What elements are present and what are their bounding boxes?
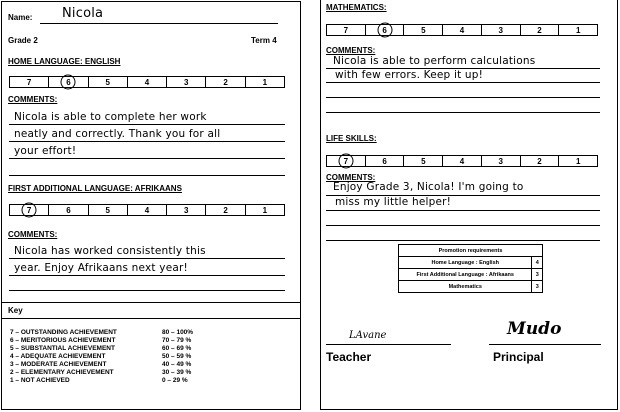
mathematics-heading: MATHEMATICS:	[326, 3, 387, 12]
teacher-signature: LAvane	[349, 330, 387, 341]
rating-cell: 5	[88, 205, 127, 215]
comment-rule	[326, 112, 600, 113]
rating-cell: 1	[558, 25, 597, 35]
comment-rule	[9, 258, 285, 259]
rating-cell: 1	[245, 77, 284, 87]
promotion-title: Promotion requirements	[399, 245, 543, 257]
promotion-subject: First Additional Language : Afrikaans	[399, 269, 532, 281]
mathematics-comment-line-1: Nicola is able to perform calculations	[333, 55, 536, 67]
rating-cell: 7	[343, 26, 349, 35]
rating-cell: 5	[403, 25, 442, 35]
comment-rule	[9, 124, 285, 125]
name-underline	[40, 23, 278, 24]
teacher-label: Teacher	[326, 350, 372, 364]
afrikaans-rating-scale	[9, 204, 285, 216]
comment-rule	[326, 240, 600, 241]
rating-cell: 4	[442, 25, 481, 35]
rating-cell: 4	[442, 156, 481, 166]
rating-cell: 5	[88, 77, 127, 87]
key-row: 4 – ADEQUATE ACHIEVEMENT 50 – 59 %	[10, 353, 192, 360]
comment-rule	[326, 225, 600, 226]
key-row: 2 – ELEMENTARY ACHIEVEMENT 30 – 39 %	[10, 369, 192, 376]
report-right-page	[320, 0, 618, 410]
teacher-signature-line	[326, 344, 451, 345]
principal-signature: Mudo	[507, 319, 562, 339]
key-row: 3 – MODERATE ACHIEVEMENT 40 – 49 %	[10, 361, 192, 368]
rating-cell: 5	[403, 156, 442, 166]
life-skills-heading: LIFE SKILLS:	[326, 134, 377, 143]
comment-rule	[326, 195, 600, 196]
rating-cell: 1	[245, 205, 284, 215]
rating-cell: 1	[558, 156, 597, 166]
life-skills-comment-line-1: Enjoy Grade 3, Nicola! I'm going to	[333, 181, 524, 193]
home-language-comment-line-3: your effort!	[14, 145, 77, 157]
home-language-rating-scale	[9, 76, 285, 88]
key-divider	[2, 318, 300, 319]
home-language-comment-line-1: Nicola is able to complete her work	[14, 111, 207, 123]
rating-cell: 6	[365, 25, 404, 35]
principal-signature-line	[489, 344, 601, 345]
mathematics-rating-scale	[326, 24, 598, 36]
afrikaans-comment-line-2: year. Enjoy Afrikaans next year!	[14, 262, 188, 274]
rating-cell: 6	[48, 77, 87, 87]
mathematics-comment-line-2: with few errors. Keep it up!	[335, 69, 484, 81]
afrikaans-heading: FIRST ADDITIONAL LANGUAGE: AFRIKAANS	[8, 184, 182, 193]
afrikaans-comments-label: COMMENTS:	[8, 230, 58, 239]
comment-rule	[326, 68, 600, 69]
rating-cell: 3	[481, 156, 520, 166]
comment-rule	[326, 210, 600, 211]
rating-cell: 2	[520, 25, 559, 35]
comment-rule	[9, 158, 285, 159]
rating-cell: 2	[205, 77, 244, 87]
key-divider	[2, 302, 300, 303]
promotion-subject: Mathematics	[399, 281, 532, 293]
home-language-comment-line-2: neatly and correctly. Thank you for all	[14, 128, 221, 140]
life-skills-comments-label: COMMENTS:	[326, 173, 376, 182]
comment-rule	[9, 275, 285, 276]
promotion-level: 4	[532, 257, 543, 269]
home-language-comments-label: COMMENTS:	[8, 95, 58, 104]
name-label: Name:	[8, 13, 33, 22]
grade-label: Grade 2	[8, 36, 38, 45]
rating-cell: 7	[327, 156, 365, 166]
promotion-level: 3	[532, 281, 543, 293]
promotion-level: 3	[532, 269, 543, 281]
mathematics-comments-label: COMMENTS:	[326, 46, 376, 55]
home-language-heading: HOME LANGUAGE: ENGLISH	[8, 57, 121, 66]
rating-cell: 3	[481, 25, 520, 35]
term-label: Term 4	[251, 36, 277, 45]
rating-cell: 2	[205, 205, 244, 215]
rating-cell: 7	[26, 78, 32, 87]
life-skills-rating-scale	[326, 155, 598, 167]
comment-rule	[326, 82, 600, 83]
principal-label: Principal	[493, 350, 544, 364]
key-row: 1 – NOT ACHIEVED 0 – 29 %	[10, 377, 188, 384]
learner-name: Nicola	[62, 6, 104, 21]
promotion-requirements-table	[398, 244, 543, 293]
comment-rule	[9, 141, 285, 142]
rating-cell: 6	[48, 205, 87, 215]
rating-cell: 3	[166, 77, 205, 87]
key-row: 5 – SUBSTANTIAL ACHIEVEMENT 60 – 69 %	[10, 345, 192, 352]
afrikaans-comment-line-1: Nicola has worked consistently this	[14, 245, 206, 257]
rating-cell: 7	[10, 205, 48, 215]
key-label: Key	[8, 306, 23, 315]
report-left-page	[1, 1, 301, 410]
rating-cell: 4	[127, 205, 166, 215]
rating-cell: 6	[365, 156, 404, 166]
comment-rule	[326, 97, 600, 98]
comment-rule	[9, 175, 285, 176]
life-skills-comment-line-2: miss my little helper!	[335, 196, 452, 208]
key-row: 6 – MERITORIOUS ACHIEVEMENT 70 – 79 %	[10, 337, 192, 344]
rating-cell: 4	[127, 77, 166, 87]
key-row: 7 – OUTSTANDING ACHIEVEMENT 80 – 100%	[10, 329, 194, 336]
rating-cell: 2	[520, 156, 559, 166]
promotion-subject: Home Language : English	[399, 257, 532, 269]
comment-rule	[9, 290, 285, 291]
rating-cell: 3	[166, 205, 205, 215]
